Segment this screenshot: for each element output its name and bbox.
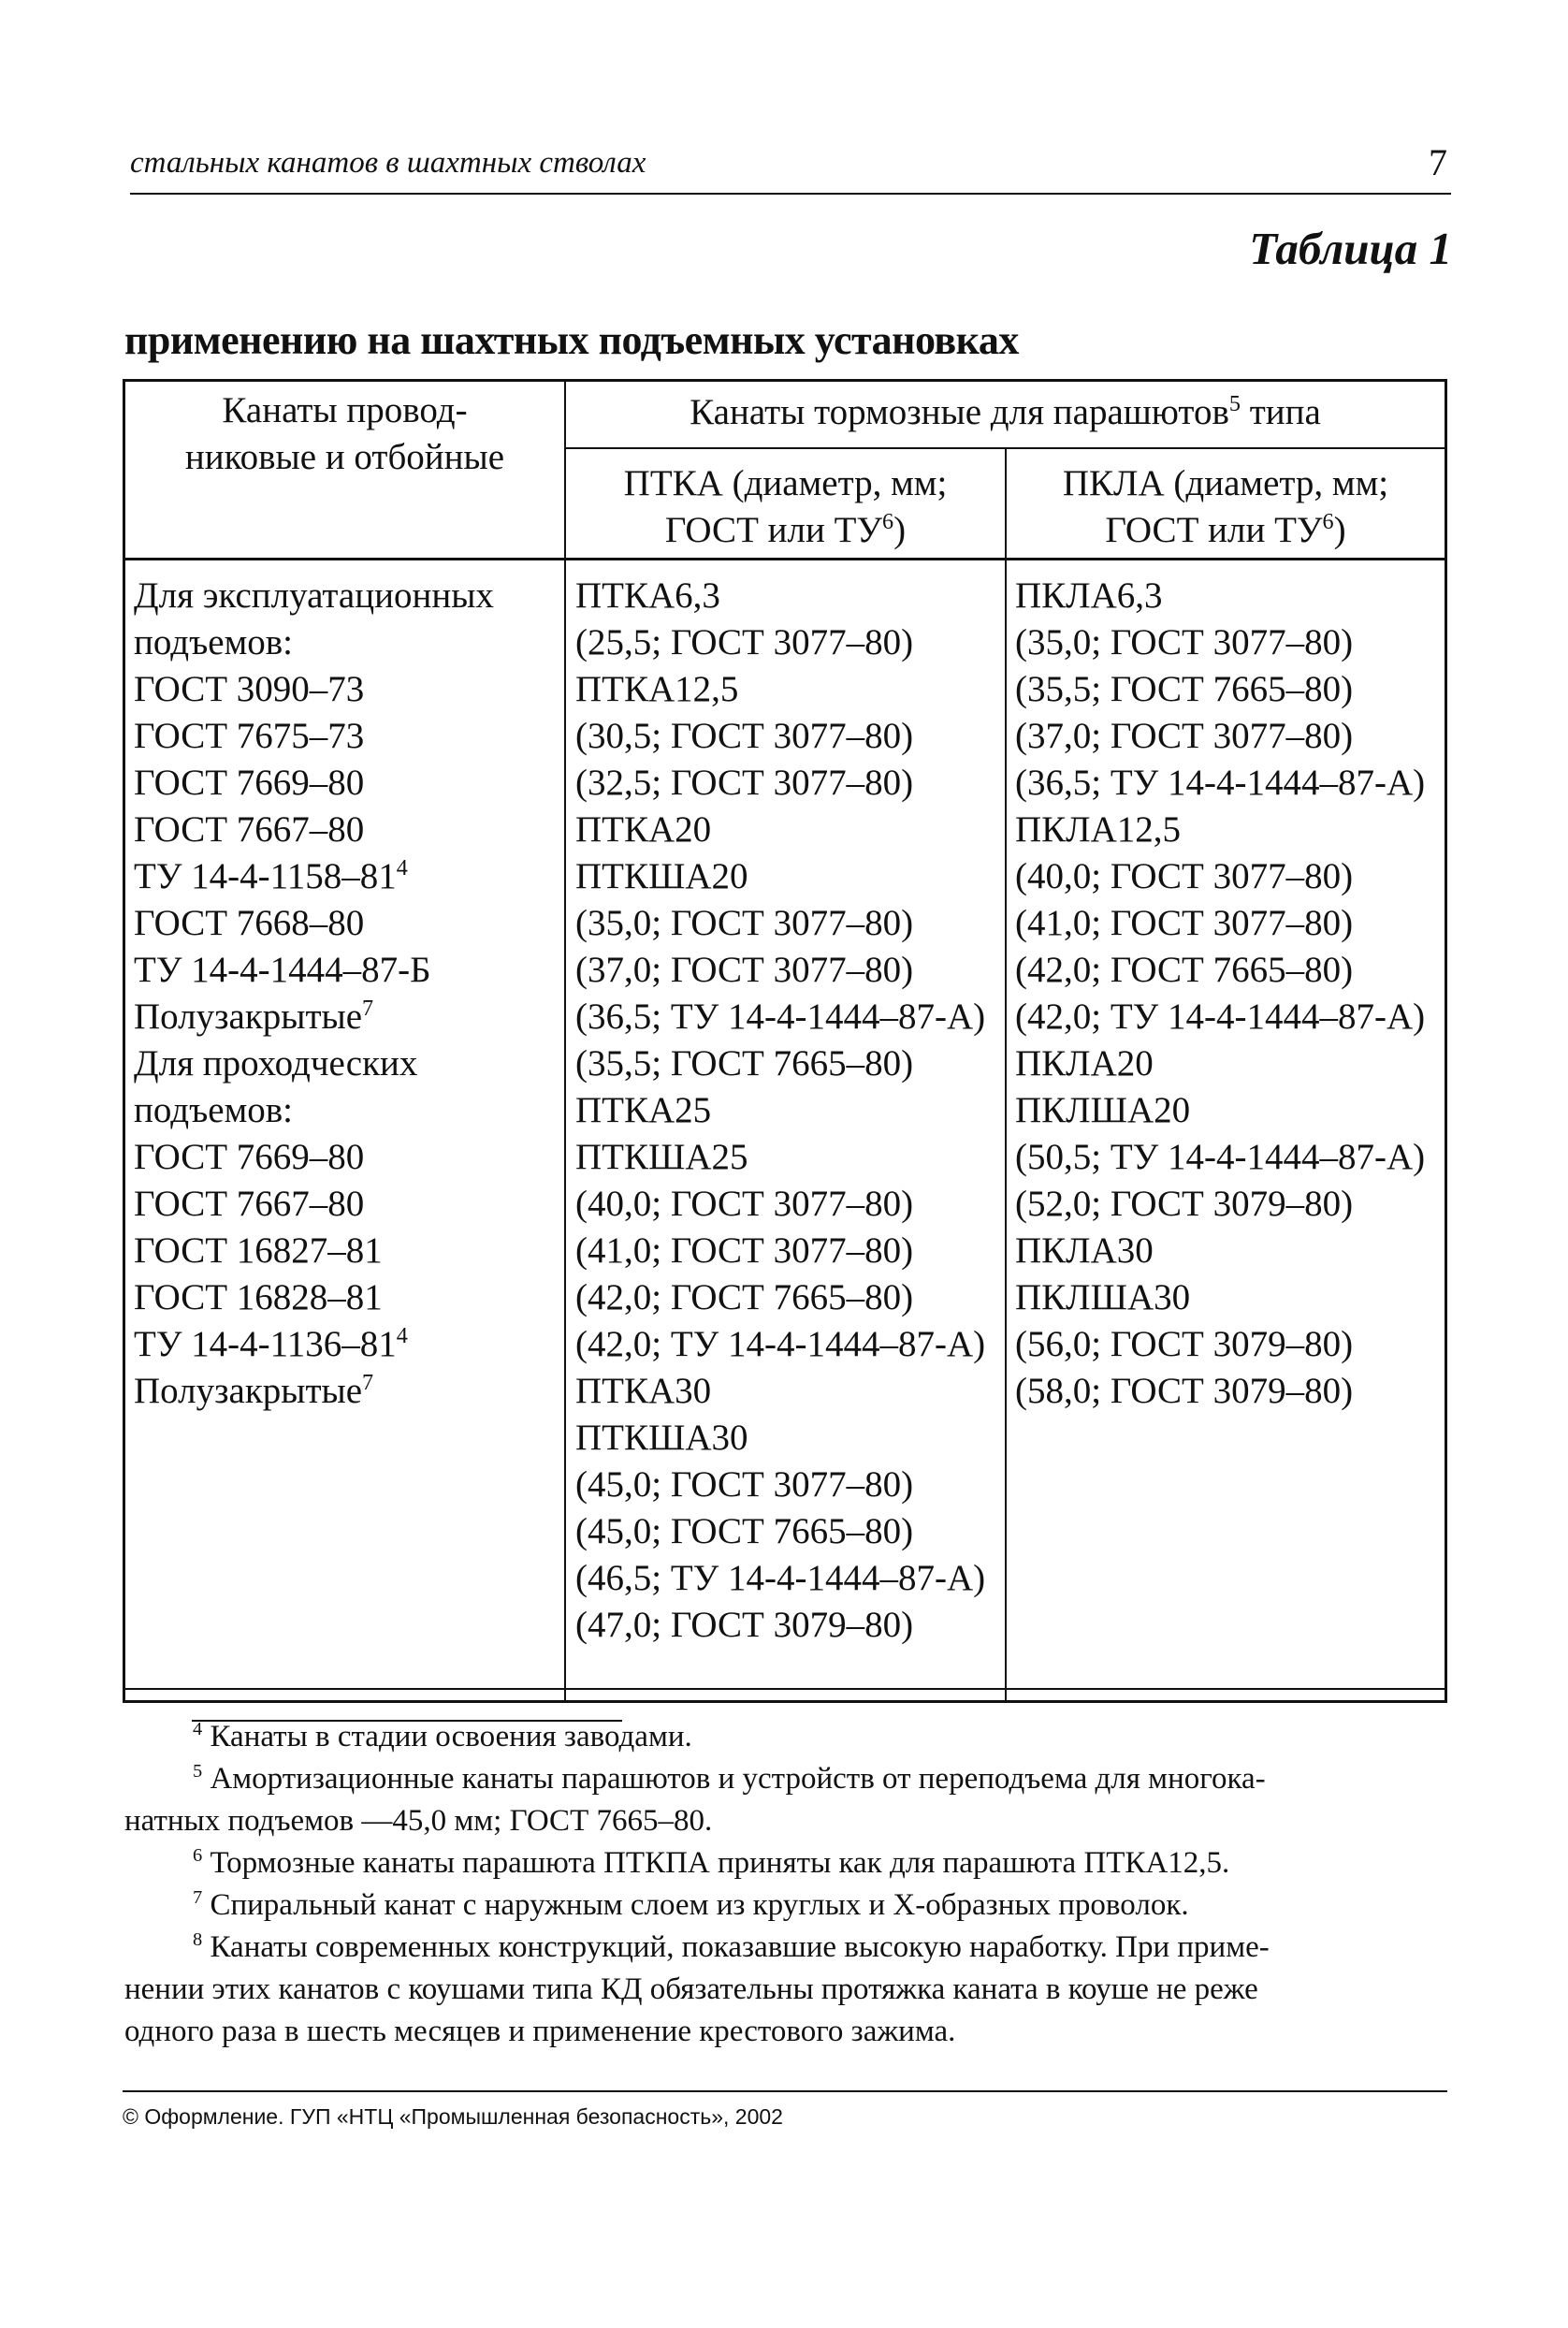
footnote-ref: 4 (396, 1323, 408, 1348)
col2-line: ПТКА12,5 (575, 669, 739, 709)
col1-header (125, 387, 564, 481)
footnote-number: 5 (193, 1761, 203, 1782)
col3-line: (40,0; ГОСТ 3077–80) (1015, 856, 1354, 896)
col2-line: ПТКА25 (575, 1090, 712, 1130)
col3-line: (36,5; ТУ 14-4-1444–87-А) (1015, 763, 1426, 803)
col2-line: (47,0; ГОСТ 3079–80) (575, 1605, 914, 1645)
footnotes (124, 1716, 1449, 2072)
col1-line: ТУ $14-4-1158-81^4$ (134, 855, 408, 896)
col1-body (134, 573, 494, 1415)
col1-line: ГОСТ 7667–80 (134, 809, 365, 850)
col1-line: Полузакрытые$^7$ (134, 996, 374, 1037)
col2-line: (30,5; ГОСТ 3077–80) (575, 716, 914, 756)
col3-body (1015, 573, 1425, 1415)
footnote-number: 8 (193, 1929, 203, 1950)
col2-body (575, 573, 985, 1649)
col1-line: ГОСТ 7669–80 (134, 763, 365, 803)
col2-line: (35,5; ГОСТ 7665–80) (575, 1043, 914, 1084)
col3-header-line: ГОСТ или ТУ (1105, 510, 1323, 550)
col2-line: (46,5; ТУ 14-4-1444–87-А) (575, 1558, 986, 1598)
footnote-line: $^5$ Амортизационные канаты парашютов и устройств от переподъема для многока- (193, 1761, 1266, 1796)
col3-line: (42,0; ГОСТ 7665–80) (1015, 950, 1354, 990)
col1-header-line: никовые и отбойные (184, 437, 505, 477)
col2-line: (42,0; ГОСТ 7665–80) (575, 1277, 914, 1317)
table-label: Таблица 1 (1249, 223, 1452, 274)
col2-line: (36,5; ТУ 14-4-1444–87-А) (575, 997, 986, 1037)
footnote-ref: 6 (1322, 509, 1334, 534)
col1-line: подъемов: (134, 622, 293, 662)
copyright: © Оформление. ГУП «НТЦ «Промышленная безопасность», 2002 (123, 2090, 1447, 2135)
col1-line: ТУ 14-4-1444–87-Б (134, 950, 431, 990)
col2-line: (41,0; ГОСТ 3077–80) (575, 1230, 914, 1271)
col3-line: (35,0; ГОСТ 3077–80) (1015, 622, 1354, 662)
col3-line: (58,0; ГОСТ 3079–80) (1015, 1371, 1354, 1411)
col1-line: ГОСТ 7675–73 (134, 716, 365, 756)
footnote-line: $^8$ Канаты современных конструкций, показавшие высокую наработку. При приме- (193, 1929, 1270, 1964)
rope-table (123, 379, 1447, 1703)
col2-line: (45,0; ГОСТ 3077–80) (575, 1464, 914, 1505)
footnote-line: $^4$ Канаты в стадии освоения заводами. (193, 1719, 692, 1753)
group-header-divider (566, 447, 1445, 449)
col1-line: ГОСТ 3090–73 (134, 669, 365, 709)
column-divider (564, 382, 566, 1700)
group-header-text: Канаты тормозные для парашютов (690, 392, 1229, 432)
col3-line: ПКЛА12,5 (1015, 809, 1182, 850)
footnote-ref: 7 (362, 1370, 374, 1395)
footnote-line: одного раза в шесть месяцев и применение крестового зажима. (124, 2015, 956, 2048)
col2-line: (45,0; ГОСТ 7665–80) (575, 1511, 914, 1551)
footnote-line: натных подъемов —45,0 мм; ГОСТ 7665–80. (124, 1804, 713, 1838)
footnote-number: 7 (193, 1887, 203, 1908)
col2-header-tail: ) (893, 510, 907, 550)
col3-header (1007, 460, 1445, 554)
col2-line: ПТКА20 (575, 809, 712, 850)
footnote-number: 4 (193, 1719, 203, 1739)
footnote-number: 6 (193, 1845, 203, 1866)
col2-header-line: ПТКА (диаметр, мм; (623, 463, 948, 503)
column-divider (1005, 447, 1007, 1700)
col2-header (566, 460, 1005, 554)
col3-line: (56,0; ГОСТ 3079–80) (1015, 1324, 1354, 1364)
col1-header-line: Канаты провод- (222, 390, 468, 430)
col1-line: ТУ $14-4-1136-81^4$ (134, 1323, 408, 1364)
col2-line: ПТКША30 (575, 1418, 748, 1458)
running-head (130, 138, 1451, 195)
col3-line: ПКЛА6,3 (1015, 575, 1163, 616)
col1-line: ГОСТ 7669–80 (134, 1137, 365, 1177)
col3-line: (41,0; ГОСТ 3077–80) (1015, 903, 1354, 943)
col1-line: ГОСТ 7668–80 (134, 903, 365, 943)
footnote-ref: 6 (882, 509, 894, 534)
col3-line: ПКЛА30 (1015, 1230, 1154, 1271)
col1-line: Для эксплуатационных (134, 575, 494, 616)
col1-line: ГОСТ 7667–80 (134, 1184, 365, 1224)
col2-line: ПТКША25 (575, 1137, 748, 1177)
bottom-double-rule (125, 1688, 1445, 1690)
table-caption: применению на шахтных подъемных установках (124, 317, 1019, 363)
col1-line: Для проходческих (134, 1043, 418, 1084)
col3-line: (37,0; ГОСТ 3077–80) (1015, 716, 1354, 756)
group-header (566, 389, 1445, 436)
footnote-ref: 7 (362, 996, 374, 1021)
col2-line: (25,5; ГОСТ 3077–80) (575, 622, 914, 662)
col2-line: ПТКША20 (575, 856, 748, 896)
col2-line: (35,0; ГОСТ 3077–80) (575, 903, 914, 943)
footnote-ref: 4 (396, 855, 408, 880)
footnote-line: $^6$ Тормозные канаты парашюта ПТКПА приняты как для парашюта ПТКА12,5. (193, 1845, 1230, 1880)
col2-line: ПТКА6,3 (575, 575, 720, 616)
col3-header-line: ПКЛА (диаметр, мм; (1062, 463, 1389, 503)
col3-line: (42,0; ТУ 14-4-1444–87-А) (1015, 997, 1426, 1037)
col2-line: (32,5; ГОСТ 3077–80) (575, 763, 914, 803)
running-head-title: стальных канатов в шахтных стволах (130, 146, 646, 180)
col3-line: (50,5; ТУ 14-4-1444–87-А) (1015, 1137, 1426, 1177)
col1-line: ГОСТ 16827–81 (134, 1230, 383, 1271)
col1-line: подъемов: (134, 1090, 293, 1130)
col3-line: ПКЛША20 (1015, 1090, 1191, 1130)
col2-line: (40,0; ГОСТ 3077–80) (575, 1184, 914, 1224)
footnote-ref: 5 (1228, 391, 1241, 416)
page-number: 7 (1429, 141, 1447, 183)
col2-line: (42,0; ТУ 14-4-1444–87-А) (575, 1324, 986, 1364)
col2-line: (37,0; ГОСТ 3077–80) (575, 950, 914, 990)
group-header-tail: типа (1240, 392, 1321, 432)
col2-header-line: ГОСТ или ТУ (664, 510, 883, 550)
col3-line: ПКЛША30 (1015, 1277, 1191, 1317)
col1-line: ГОСТ 16828–81 (134, 1277, 383, 1317)
col3-line: (52,0; ГОСТ 3079–80) (1015, 1184, 1354, 1224)
header-divider (125, 558, 1445, 560)
col2-line: ПТКА30 (575, 1371, 712, 1411)
col3-line: (35,5; ГОСТ 7665–80) (1015, 669, 1354, 709)
col1-line: Полузакрытые$^7$ (134, 1370, 374, 1411)
col3-header-tail: ) (1333, 510, 1346, 550)
col3-line: ПКЛА20 (1015, 1043, 1154, 1084)
footnote-line: $^7$ Спиральный канат с наружным слоем из круглых и Х-образных проволок. (193, 1887, 1189, 1922)
footnote-line: нении этих канатов с коушами типа КД обязательны протяжка каната в коуше не реже (124, 1972, 1258, 2006)
